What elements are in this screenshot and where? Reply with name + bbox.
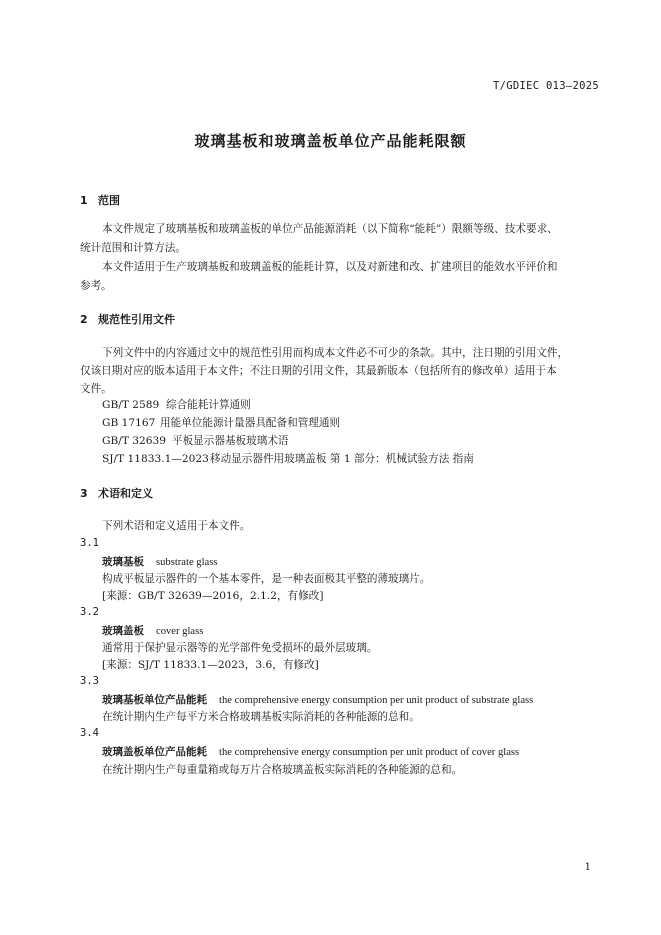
page-number: 1 [584, 862, 591, 873]
term-number: 3.2 [80, 606, 99, 618]
section-title: 术语和定义 [98, 487, 153, 500]
section-heading-terms [80, 485, 153, 501]
term-chinese: 玻璃盖板单位产品能耗 [102, 746, 207, 758]
reference-item [102, 451, 474, 467]
reference-code: GB 17167 [102, 417, 156, 429]
section-title: 范围 [98, 194, 120, 207]
term-entry [102, 692, 533, 709]
term-source: [来源：SJ/T 11833.1—2023，3.6，有修改] [102, 659, 319, 671]
document-title: 玻璃基板和玻璃盖板单位产品能耗限额 [194, 132, 467, 150]
section-heading-normative [80, 311, 175, 327]
term-chinese: 玻璃盖板 [102, 625, 144, 637]
section-number: 2 [80, 313, 88, 326]
reference-name: 综合能耗计算通则 [166, 399, 251, 411]
term-entry [102, 744, 519, 761]
reference-item [102, 415, 340, 431]
normative-line-2: 仅该日期对应的版本适用于本文件；不注日期的引用文件，其最新版本（包括所有的修改单）适用于本 [80, 365, 557, 377]
reference-code: SJ/T 11833.1—2023 [102, 453, 209, 465]
reference-code: GB/T 32639 [102, 435, 166, 447]
term-number: 3.1 [80, 537, 99, 549]
reference-item [102, 397, 251, 413]
term-number: 3.4 [80, 727, 99, 739]
term-source: [来源：GB/T 32639—2016，2.1.2，有修改] [102, 590, 324, 602]
section-number: 1 [80, 194, 88, 207]
term-definition: 通常用于保护显示器等的光学部件免受损坏的最外层玻璃。 [102, 642, 378, 654]
scope-line-3: 本文件适用于生产玻璃基板和玻璃盖板的能耗计算，以及对新建和改、扩建项目的能效水平评价和 [102, 261, 558, 273]
standard-code: T/GDIEC 013—2025 [493, 80, 599, 92]
reference-code: GB/T 2589 [102, 399, 160, 411]
term-english: substrate glass [156, 557, 218, 568]
scope-line-4: 参考。 [80, 280, 112, 292]
term-entry [102, 554, 218, 571]
terms-intro: 下列术语和定义适用于本文件。 [102, 520, 251, 532]
term-english: cover glass [156, 626, 204, 637]
term-number: 3.3 [80, 675, 99, 687]
section-number: 3 [80, 487, 88, 500]
normative-line-3: 文件。 [80, 383, 112, 395]
reference-name: 用能单位能源计量器具配备和管理通则 [160, 417, 341, 429]
term-definition: 在统计期内生产每平方米合格玻璃基板实际消耗的各种能源的总和。 [102, 711, 420, 723]
normative-line-1: 下列文件中的内容通过文中的规范性引用而构成本文件必不可少的条款。其中，注日期的引用文件， [102, 347, 569, 359]
scope-line-1: 本文件规定了玻璃基板和玻璃盖板的单位产品能源消耗（以下简称“能耗”）限额等级、技术要求、 [102, 223, 558, 235]
reference-name: 移动显示器件用玻璃盖板 第 1 部分：机械试验方法 指南 [210, 453, 474, 465]
term-chinese: 玻璃基板 [102, 556, 144, 568]
scope-line-2: 统计范围和计算方法。 [80, 242, 186, 254]
section-heading-scope [80, 192, 120, 208]
term-english: the comprehensive energy consumption per unit product of substrate glass [219, 695, 534, 706]
term-definition: 构成平板显示器件的一个基本零件，是一种表面极其平整的薄玻璃片。 [102, 573, 431, 585]
section-title: 规范性引用文件 [98, 313, 175, 326]
term-chinese: 玻璃基板单位产品能耗 [102, 694, 207, 706]
reference-name: 平板显示器基板玻璃术语 [172, 435, 289, 447]
term-english: the comprehensive energy consumption per unit product of cover glass [219, 747, 520, 758]
term-definition: 在统计期内生产每重量箱或每万片合格玻璃盖板实际消耗的各种能源的总和。 [102, 764, 463, 776]
term-entry [102, 623, 203, 640]
reference-item [102, 433, 289, 449]
